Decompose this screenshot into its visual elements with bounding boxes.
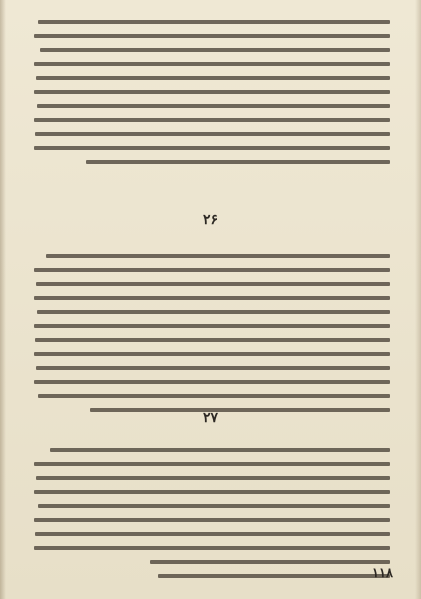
text-line [36,476,390,480]
text-line [38,20,390,24]
text-line [34,146,390,150]
text-line [34,518,390,522]
text-line [46,254,390,258]
text-line [35,338,390,342]
text-line [36,366,390,370]
paragraph-block-1 [34,20,390,174]
page-number: ۱۱۸ [372,566,393,581]
text-line [50,448,390,452]
text-line [35,132,390,136]
section-heading-2: ۲۷ [202,410,219,426]
text-line [37,310,390,314]
text-line [34,62,390,66]
section-heading-1: ۲۶ [202,212,219,228]
text-line [34,490,390,494]
text-line [38,504,390,508]
paragraph-block-2 [34,254,390,422]
text-line [34,118,390,122]
text-line [34,546,390,550]
text-line [34,34,390,38]
text-line [34,352,390,356]
text-line [35,532,390,536]
text-line [158,574,390,578]
text-line [34,268,390,272]
text-line [34,462,390,466]
text-line [40,48,390,52]
page-shadow-left [0,0,6,599]
paragraph-block-3 [34,448,390,588]
text-line [86,160,390,164]
text-line [37,104,390,108]
text-line [150,560,390,564]
text-line [34,324,390,328]
text-line [38,394,390,398]
text-line [36,282,390,286]
page-shadow-right [415,0,421,599]
text-line [36,76,390,80]
text-line [34,90,390,94]
text-line [34,296,390,300]
text-line [34,380,390,384]
